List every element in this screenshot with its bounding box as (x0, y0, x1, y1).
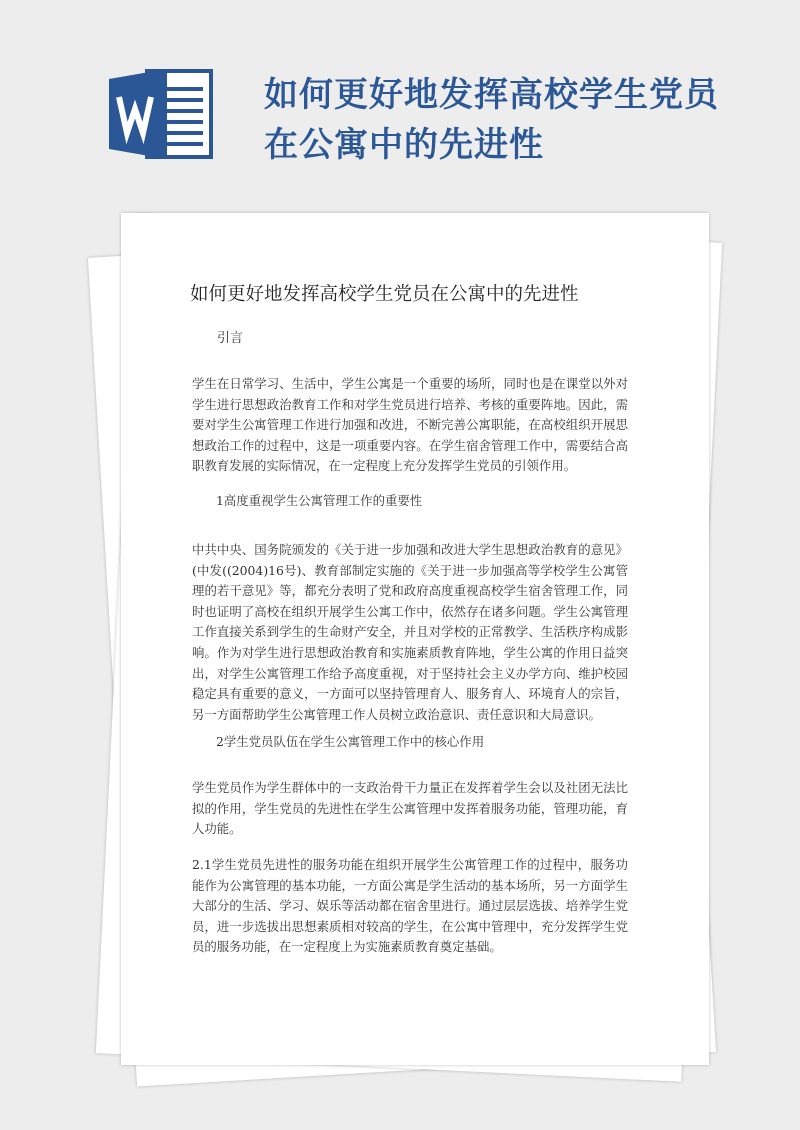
paragraph-section-1: 中共中央、国务院颁发的《关于进一步加强和改进大学生思想政治教育的意见》(中发((2004)16号)、教育部制定实施的《关于进一步加强高等学校学生公寓管理的若干意见》等，都充分表明了党和政府高度重视高校学生宿舍管理工作，同时也证明了高校在组织开展学生公寓工作中，依然存在诸多问题。学生公寓管理工作直接关系到学生的生命财产安全，并且对学校的正常教学、生活秩序构成影响。作为对学生进行思想政治教育和实施素质教育阵地，学生公寓的作用日益突出，对学生公寓管理工作给予高度重视，对于坚持社会主义办学方向、维护校园稳定具有重要的意义，一方面可以坚持管理育人、服务育人、环境育人的宗旨，另一方面帮助学生公寓管理工作人员树立政治意识、责任意识和大局意识。 (192, 542, 628, 722)
word-document-icon (107, 67, 215, 161)
intro-label: 引言 (217, 331, 244, 346)
section-heading-2: 2学生党员队伍在学生公寓管理工作中的核心作用 (216, 734, 485, 749)
banner-title-line2: 在公寓中的先进性 (264, 125, 544, 165)
document-page (121, 213, 709, 1065)
banner-title-line1: 如何更好地发挥高校学生党员 (264, 75, 719, 115)
banner-title (264, 70, 764, 170)
section-heading-1: 1高度重视学生公寓管理工作的重要性 (216, 493, 423, 508)
paragraph-intro: 学生在日常学习、生活中，学生公寓是一个重要的场所，同时也是在课堂以外对学生进行思想政治教育工作和对学生党员进行培养、考核的重要阵地。因此，需要对学生公寓管理工作进行加强和改进，不断完善公寓职能，在高校组织开展思想政治工作的过程中，这是一项重要内容。在学生宿舍管理工作中，需要结合高职教育发展的实际情况，在一定程度上充分发挥学生党员的引领作用。 (192, 376, 628, 474)
paragraph-section-2-1: 2.1学生党员先进性的服务功能在组织开展学生公寓管理工作的过程中，服务功能作为公寓管理的基本功能，一方面公寓是学生活动的基本场所，另一方面学生大部分的生活、学习、娱乐等活动都在宿舍里进行。通过层层选拔、培养学生党员，进一步选拔出思想素质相对较高的学生，在公寓中管理中，充分发挥学生党员的服务功能，在一定程度上为实施素质教育奠定基础。 (192, 857, 628, 955)
paragraph-section-2: 学生党员作为学生群体中的一支政治骨干力量正在发挥着学生会以及社团无法比拟的作用，学生党员的先进性在学生公寓管理中发挥着服务功能，管理功能，育人功能。 (192, 780, 628, 837)
document-title: 如何更好地发挥高校学生党员在公寓中的先进性 (190, 284, 579, 305)
